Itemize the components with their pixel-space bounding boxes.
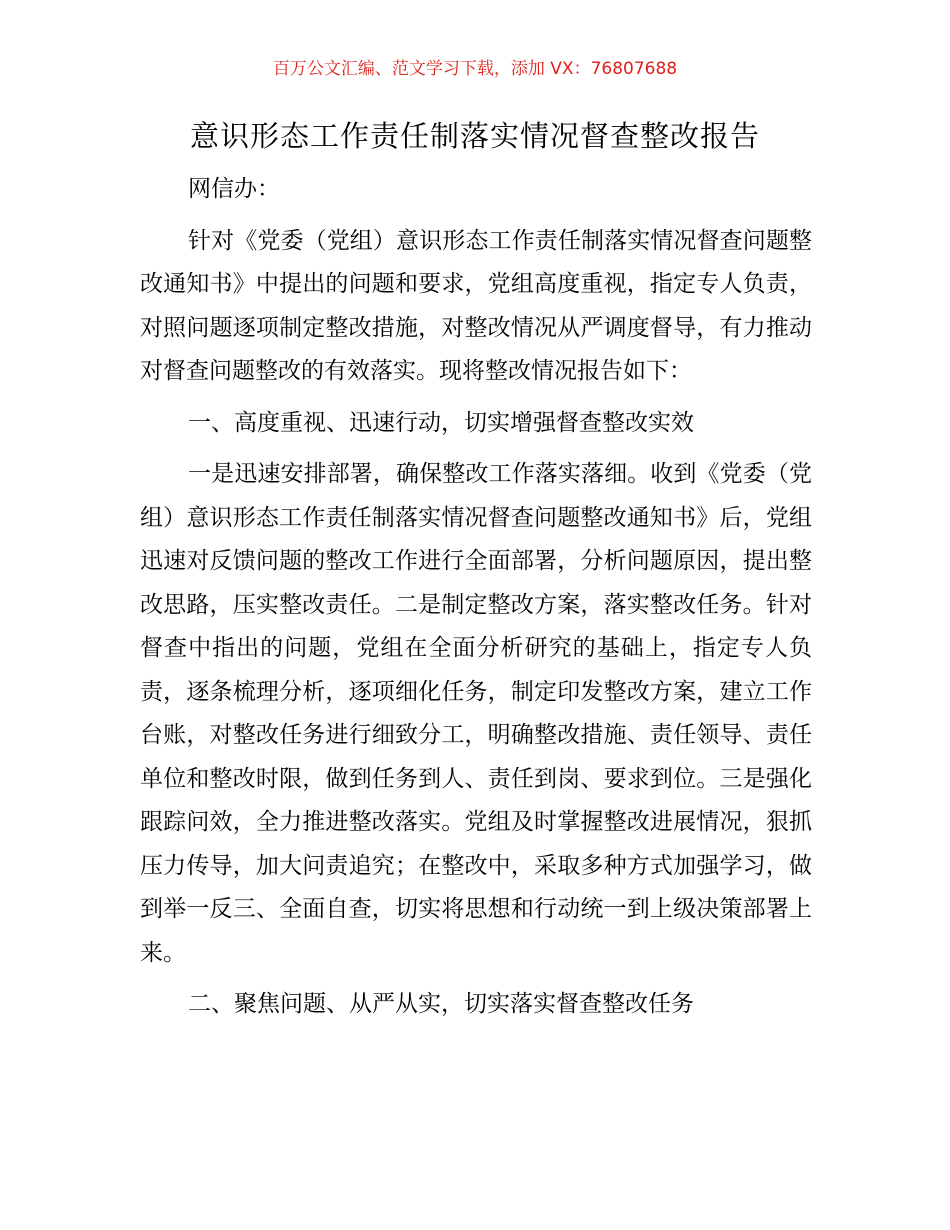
paragraph-intro: 针对《党委（党组）意识形态工作责任制落实情况督查问题整改通知书》中提出的问题和要求，党组高度重视，指定专人负责，对照问题逐项制定整改措施，对整改情况从严调度督导，有力推动对督查问题整改的有效落实。现将整改情况报告如下： [140, 227, 812, 384]
document-title: 意识形态工作责任制落实情况督查整改报告 [189, 119, 760, 153]
paragraph-section-1: 一是迅速安排部署，确保整改工作落实落细。收到《党委（党组）意识形态工作责任制落实情况督查问题整改通知书》后，党组迅速对反馈问题的整改工作进行全面部署，分析问题原因，提出整改思路，压实整改责任。二是制定整改方案，落实整改任务。针对督查中指出的问题，党组在全面分析研究的基础上，指定专人负责，逐条梳理分析，逐项细化任务，制定印发整改方案，建立工作台账，对整改任务进行细致分工，明确整改措施、责任领导、责任单位和整改时限，做到任务到人、责任到岗、要求到位。三是强化跟踪问效，全力推进整改落实。党组及时掌握整改进展情况，狠抓压力传导，加大问责追究；在整改中，采取多种方式加强学习，做到举一反三、全面自查，切实将思想和行动统一到上级决策部署上来。 [140, 461, 812, 966]
document-body [140, 168, 812, 1035]
salutation: 网信办： [188, 176, 280, 202]
section-heading-2: 二、聚焦问题、从严从实，切实落实督查整改任务 [188, 991, 694, 1017]
section-heading-1: 一、高度重视、迅速行动，切实增强督查整改实效 [188, 409, 694, 436]
promo-banner: 百万公文汇编、范文学习下载，添加 VX：76807688 [272, 59, 678, 79]
